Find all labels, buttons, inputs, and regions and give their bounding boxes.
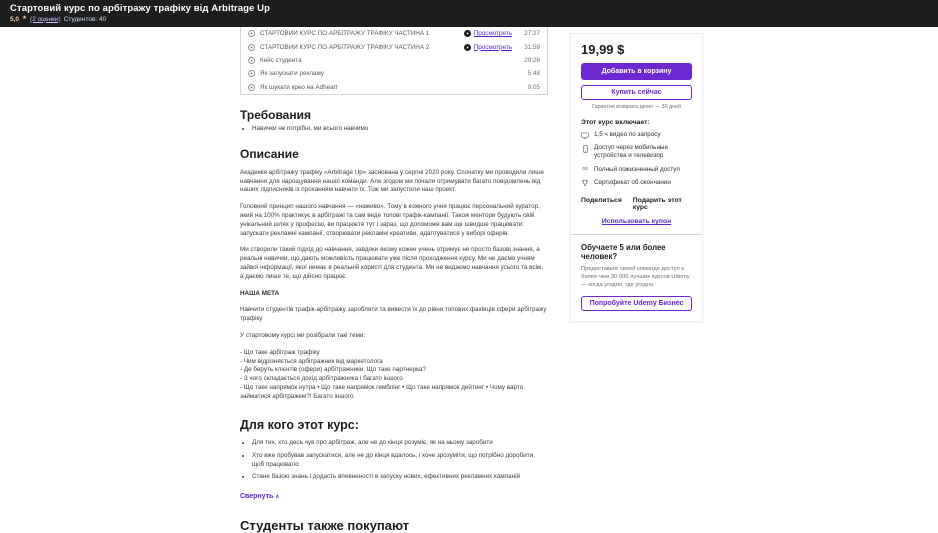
play-circle-icon	[248, 30, 255, 37]
topic-line: - Де беруть клієнтів (офери) арбітражники. Що таке партнерка?	[240, 366, 426, 374]
video-icon	[581, 132, 589, 139]
play-circle-icon	[248, 57, 255, 64]
udemy-business-button[interactable]: Попробуйте Udemy Бизнес	[581, 296, 692, 311]
preview-link[interactable]: Просмотреть	[473, 30, 512, 38]
money-back-guarantee: Гарантия возврата денег — 30 дней	[592, 104, 681, 110]
share-link[interactable]: Поделиться	[581, 197, 622, 205]
audience-item: • Для тих, хто десь чув про арбітраж, але не до кінця розуміє, як на ньому заробити	[252, 439, 548, 448]
include-item	[581, 131, 692, 139]
play-circle-icon	[248, 70, 255, 77]
include-item	[581, 144, 692, 160]
lecture-row[interactable]	[241, 27, 547, 40]
sticky-course-header	[0, 0, 938, 27]
play-circle-icon	[248, 44, 255, 51]
lecture-row[interactable]	[241, 54, 547, 67]
page-title: Стартовий курс по арбітражу трафіку від Arbitrage Up	[10, 3, 271, 14]
share-gift-row	[581, 197, 692, 211]
goal-text: Навчити студентів трафік-арбітражу заробляти та вивести їх до рівня топових фахівців сфери арбітражу трафіку	[240, 306, 547, 323]
include-text: Полный пожизненный доступ	[594, 165, 680, 173]
play-circle-icon	[248, 84, 255, 91]
preview-play-icon	[464, 30, 471, 37]
buy-now-button[interactable]: Купить сейчас	[581, 85, 692, 100]
topic-line: - Що таке напрямок нутра • Що таке напрямок гемблінг • Що таке напрямок дейтинг • Чому варто займатися арбітражем?! Багато іншого	[240, 383, 524, 400]
topics-intro: У стартовому курсі ми розібрали такі теми:	[240, 331, 366, 339]
business-text: Предоставьте своей команде доступ к более чем 30 000 лучших курсов Udemy — когда угодно, где угодно.	[581, 266, 690, 289]
preview-link[interactable]: Просмотреть	[473, 43, 512, 51]
caret-up-icon: ∧	[275, 494, 280, 501]
students-count: Студентов: 40	[63, 15, 107, 23]
course-meta	[10, 16, 938, 23]
audience-item: • Стане базою знань і додасть впевненості в запуску нових, ефективних рекламних кампаній	[252, 473, 548, 482]
apply-coupon-link[interactable]: Использовать купон	[601, 218, 672, 226]
description-heading: Описание	[240, 146, 299, 161]
lecture-title: Кейс студента	[260, 56, 302, 64]
audience-section	[240, 418, 548, 503]
lecture-duration: 20:26	[524, 56, 540, 64]
collapse-link[interactable]: Свернуть ∧	[240, 493, 280, 501]
audience-item: • Хто вже пробував запускатися, але не до кінця вдалось, і хоче зрозуміти, що потрібно доробити, щоб працювало	[252, 452, 548, 470]
lecture-title: СТАРТОВИЙ КУРС ПО АРБІТРАЖУ ТРАФІКУ ЧАСТИНА 2	[260, 43, 430, 51]
rating-value: 5,0	[10, 15, 20, 23]
lecture-row[interactable]	[241, 40, 547, 53]
requirement-item: • Навички не потрібні, ми всього навчимо	[252, 125, 548, 134]
includes-heading: Этот курс включает:	[581, 119, 650, 126]
lecture-row[interactable]	[241, 81, 547, 94]
include-text: Сертификат об окончании	[594, 178, 671, 186]
include-item	[581, 166, 692, 174]
sidebar-divider	[571, 234, 702, 235]
reviews-link[interactable]: (2 оценки)	[29, 15, 61, 23]
description-section	[240, 147, 548, 402]
topic-line: - Чим відрізняється арбітражник від маркетолога	[240, 357, 383, 365]
trophy-icon	[581, 179, 589, 187]
mobile-icon	[581, 145, 589, 153]
lecture-duration: 27:27	[524, 30, 540, 38]
goal-heading: НАША МЕТА	[240, 289, 280, 297]
requirements-section	[240, 108, 548, 134]
price: 19,99 $	[581, 42, 625, 57]
infinity-icon: ∞	[582, 164, 588, 174]
include-text: Доступ через мобильные устройства и телевизор	[594, 144, 668, 160]
topic-line: - Що таке арбітраж трафіку	[240, 348, 320, 356]
lecture-title: СТАРТОВИЙ КУРС ПО АРБІТРАЖУ ТРАФІКУ ЧАСТИНА 1	[260, 30, 430, 38]
preview-play-icon	[464, 44, 471, 51]
description-paragraph: Головний принцип нашого навчання — «наживо». Тому в кожного учня працює персональний куратор, який на 100% практикує в арбітражі та сам веде топові трафік-кампанії. Також ментори будують свій унікальний шлях у професію, ви працюєте тут і зараз, що допоможе вам ще швидше працювати: запускати рекламні кампанії, створювати рекламні креативи, адаптуватися у виборі оферів.	[240, 203, 540, 237]
add-to-cart-button[interactable]: Добавить в корзину	[581, 63, 692, 80]
business-heading: Обучаете 5 или более человек?	[581, 243, 666, 262]
include-item	[581, 179, 692, 188]
star-icon: ★	[22, 15, 27, 22]
lecture-title: Як запускати рекламу	[260, 70, 325, 78]
topics-list	[240, 349, 548, 402]
lecture-duration: 31:59	[524, 43, 540, 51]
lecture-duration: 9:05	[527, 83, 540, 91]
description-paragraph: Ми створили такий підхід до навчання, завдяки якому кожен учень отримує не просто базові знання, а реальні навички, що дають можливість працювати уже після проходження курсу. Ми не даємо учням зайвої інформації, якої немає в реальній користі для студента. Ми не видаємо навчання усього та всім, а даємо лише те, що дійсно працює.	[240, 246, 543, 280]
lecture-title: Як шукати крео на Adheart	[260, 83, 338, 91]
include-text: 1,5 ч видео по запросу	[594, 131, 661, 138]
topic-line: - З чого складається дохід арбітражника і багато іншого	[240, 375, 403, 383]
curriculum-list	[240, 27, 548, 95]
description-paragraph: Академія арбітражу трафіку «Arbitrage Up» заснована у серпні 2020 року. Спочатку ми проводили лише навчання для нарощування нашої команди. Але згодом ми почали отримувати багато повідомлень від наших підписників із проханням навчати їх. Тож ми запустили наш проект.	[240, 168, 544, 194]
lecture-duration: 5:48	[527, 70, 540, 78]
audience-heading: Для кого этот курс:	[240, 418, 359, 433]
also-buy-heading: Студенты также покупают	[240, 518, 410, 533]
gift-course-link[interactable]: Подарить этот курс	[632, 197, 682, 212]
lecture-row[interactable]	[241, 67, 547, 80]
main-content	[240, 27, 548, 533]
purchase-sidebar	[570, 33, 703, 322]
requirements-heading: Требования	[240, 107, 311, 122]
